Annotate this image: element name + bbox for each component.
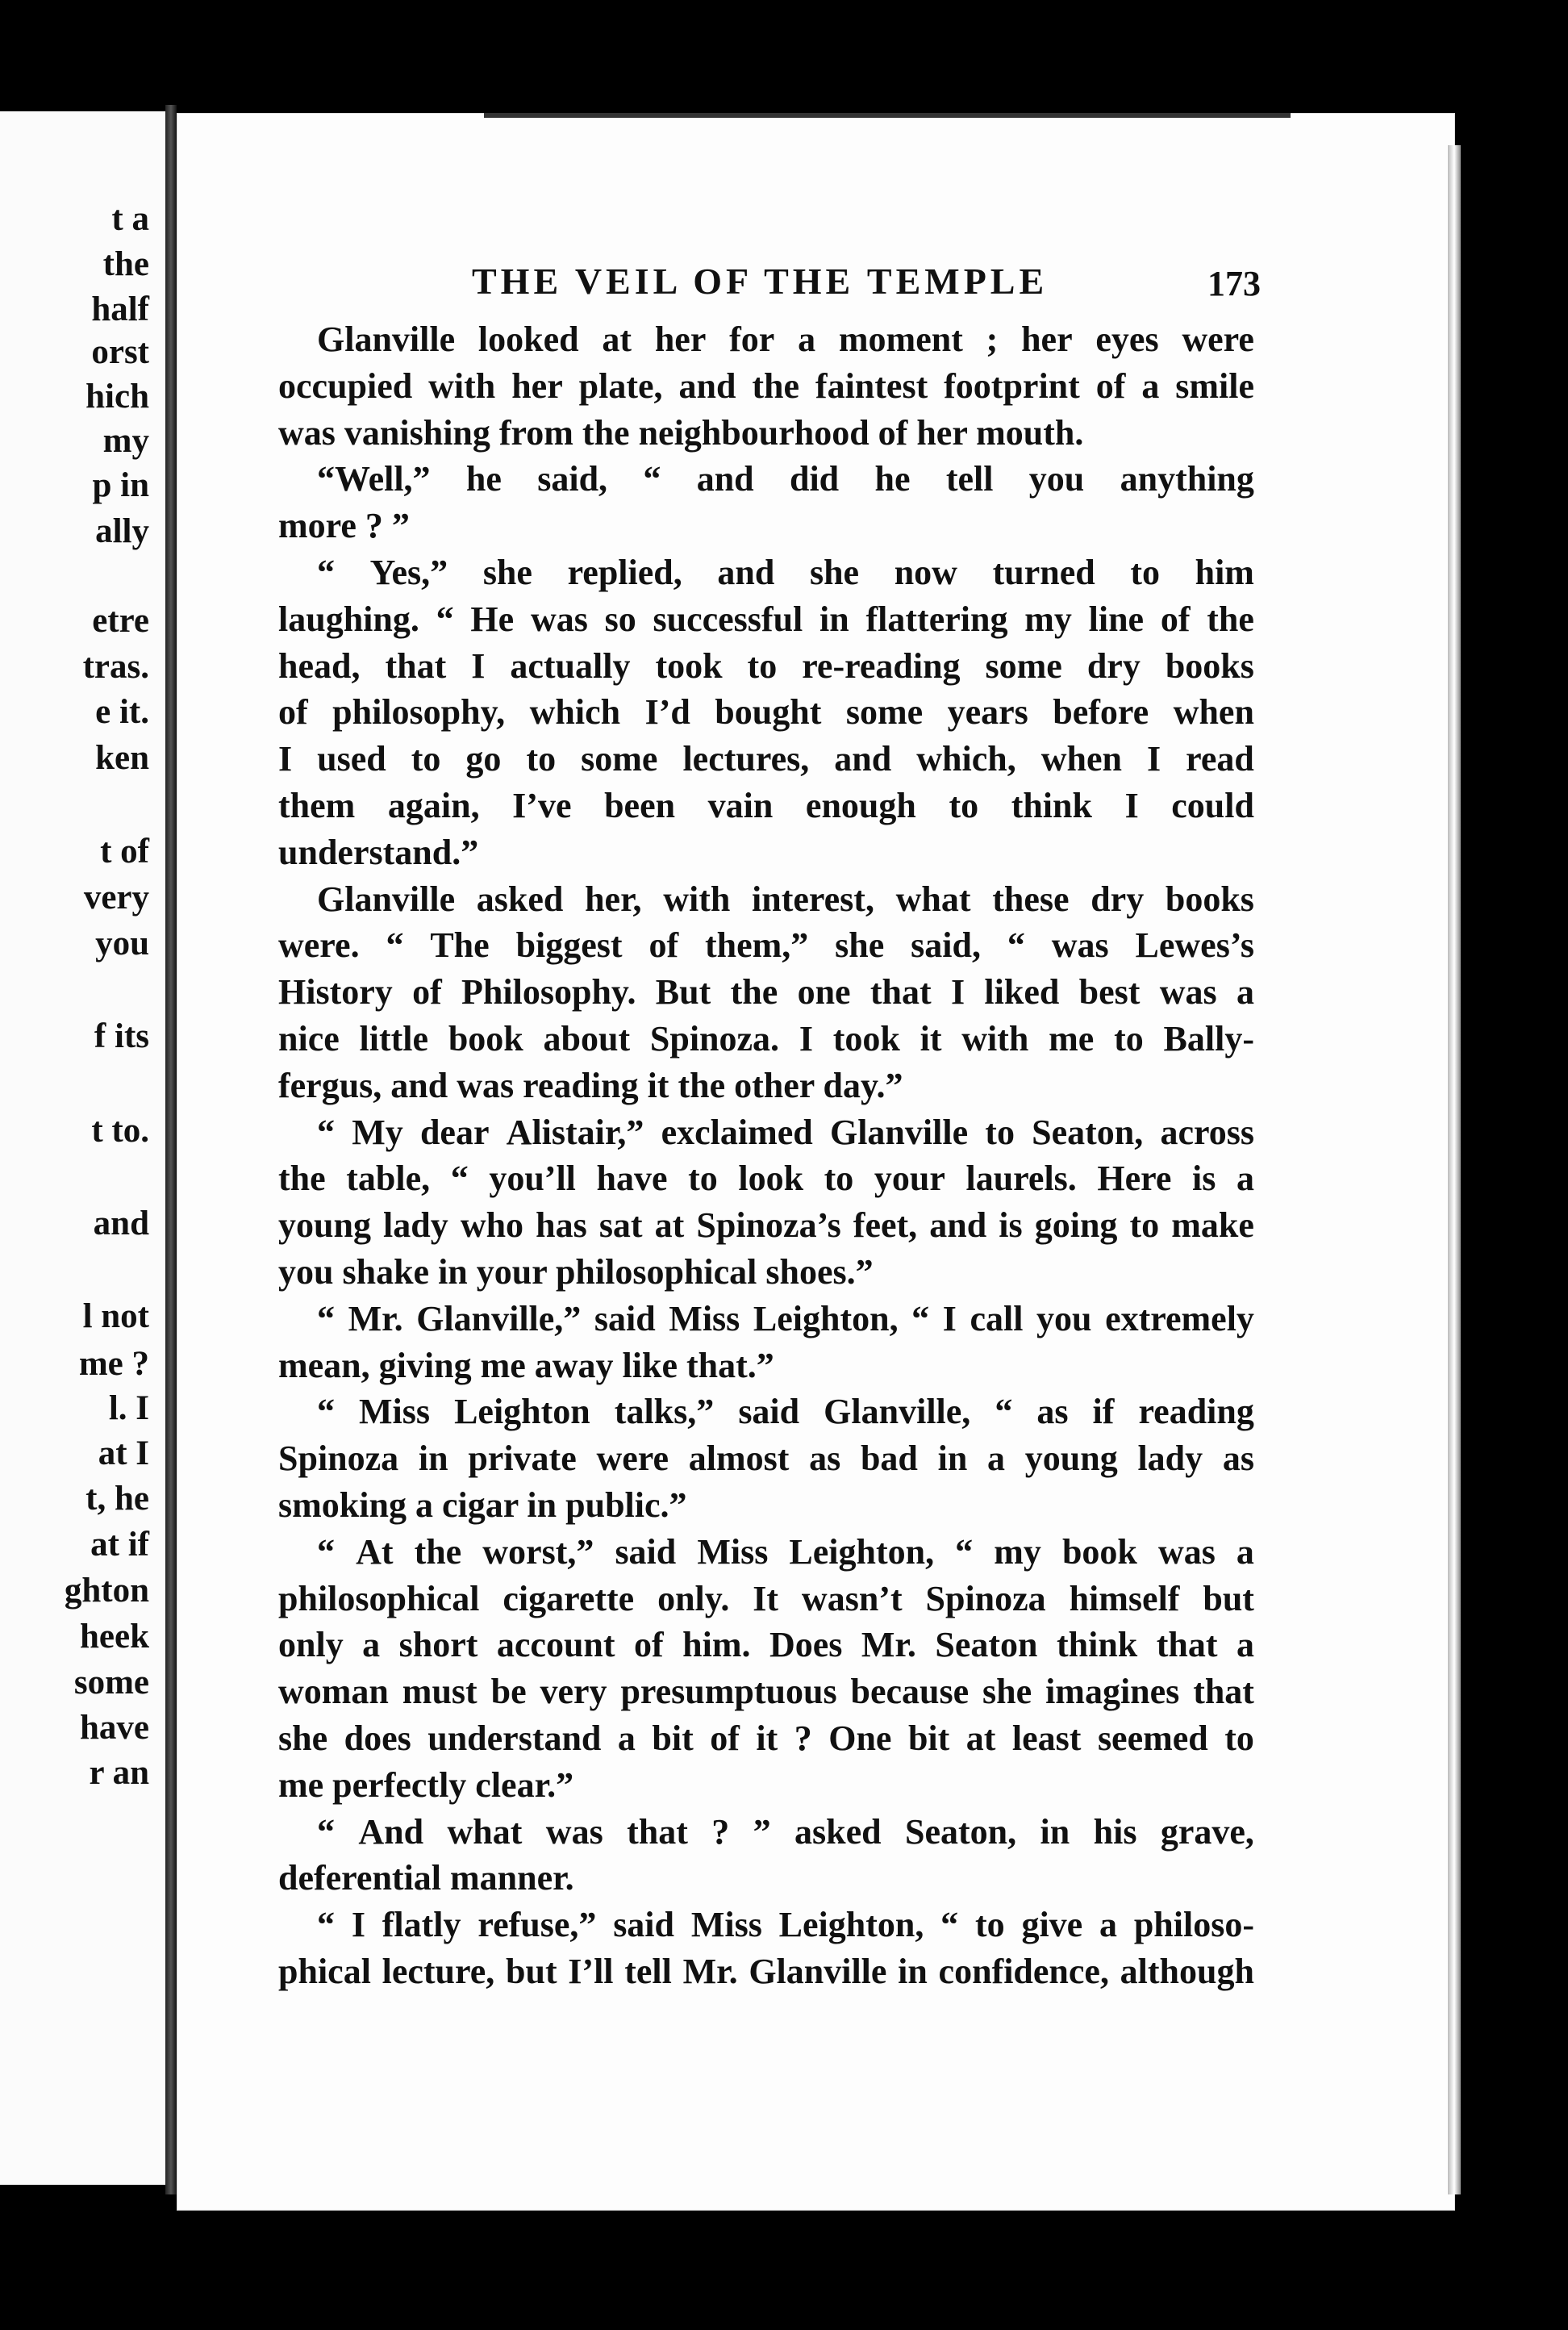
text-line: understand.” [278, 832, 479, 872]
left-page-fragment-line: etre [92, 602, 149, 640]
text-line: young lady who has sat at Spinoza’s feet, and is going to make [278, 1205, 1254, 1246]
text-line: deferential manner. [278, 1858, 574, 1898]
text-line: head, that I actually took to re-reading some dry books [278, 645, 1254, 686]
left-page-fragment-line: heek [80, 1618, 149, 1656]
text-line: only a short account of him. Does Mr. Seaton think that a [278, 1625, 1254, 1665]
left-page-fragment-line: ally [95, 512, 149, 550]
text-line: nice little book about Spinoza. I took it with me to Bally- [278, 1018, 1254, 1059]
book-gutter [165, 105, 177, 2194]
left-page-fragment-line: t of [100, 833, 149, 871]
text-line: phical lecture, but I’ll tell Mr. Glanville in confidence, although [278, 1951, 1254, 1991]
left-page-fragment-line: and [93, 1205, 149, 1242]
text-line: them again, I’ve been vain enough to think I could [278, 785, 1254, 825]
left-page-fragment-line: ken [95, 739, 149, 777]
text-line: “ Mr. Glanville,” said Miss Leighton, “ I call you extremely [317, 1298, 1254, 1338]
left-page-fragment-line: me ? [78, 1345, 149, 1383]
left-page-fragment [0, 111, 165, 2185]
left-page-fragment-line: orst [91, 333, 149, 371]
text-line: occupied with her plate, and the faintest footprint of a smile [278, 365, 1254, 406]
text-line: mean, giving me away like that.” [278, 1345, 774, 1385]
text-line: laughing. “ He was so successful in flattering my line of the [278, 599, 1254, 639]
left-page-fragment-line: t a [111, 200, 149, 238]
left-page-fragment-line: l. I [108, 1389, 149, 1427]
page-right-edge [1448, 145, 1461, 2194]
text-line: “Well,” he said, “ and did he tell you anything [317, 459, 1254, 499]
text-line: me perfectly clear.” [278, 1764, 574, 1805]
left-page-fragment-line: have [80, 1709, 149, 1747]
text-line: History of Philosophy. But the one that I liked best was a [278, 972, 1254, 1013]
text-line: fergus, and was reading it the other day.” [278, 1065, 903, 1105]
text-line: Glanville looked at her for a moment ; her eyes were [317, 319, 1254, 359]
left-page-fragment-line: at I [98, 1434, 149, 1472]
text-line: “ Yes,” she replied, and she now turned to him [317, 552, 1254, 592]
text-line: of philosophy, which I’d bought some years before when [278, 692, 1254, 733]
text-line: Spinoza in private were almost as bad in a young lady as [278, 1439, 1254, 1479]
text-line: philosophical cigarette only. It wasn’t Spinoza himself but [278, 1578, 1254, 1618]
left-page-fragment-line: t, he [85, 1480, 149, 1518]
body-text [278, 316, 1254, 1995]
left-page-fragment-line: p in [92, 466, 149, 504]
left-page-fragment-line: f its [94, 1017, 149, 1055]
text-line: Glanville asked her, with interest, what these dry books [317, 879, 1254, 919]
left-page-fragment-line: my [102, 422, 149, 460]
left-page-fragment-line: tras. [82, 648, 149, 686]
left-page-fragment-line: r an [89, 1754, 149, 1792]
text-line: she does understand a bit of it ? One bit at least seemed to [278, 1718, 1254, 1758]
left-page-fragment-line: you [95, 925, 149, 962]
left-page-fragment-line: at if [90, 1526, 149, 1564]
left-page-fragment-line: l not [82, 1297, 149, 1335]
left-page-fragment-line: hich [85, 378, 149, 415]
text-line: “ I flatly refuse,” said Miss Leighton, “ to give a philoso- [317, 1905, 1254, 1945]
left-page-fragment-line: the [102, 245, 149, 283]
left-page-fragment-line: t to. [91, 1112, 149, 1150]
text-line: I used to go to some lectures, and which, when I read [278, 739, 1254, 779]
text-line: woman must be very presumptuous because she imagines that [278, 1672, 1254, 1712]
text-line: “ My dear Alistair,” exclaimed Glanville to Seaton, across [317, 1112, 1254, 1152]
text-line: “ At the worst,” said Miss Leighton, “ my book was a [317, 1531, 1254, 1572]
text-line: “ Miss Leighton talks,” said Glanville, “ as if reading [317, 1392, 1254, 1432]
left-page-fragment-line: half [91, 290, 149, 328]
page-number: 173 [1207, 264, 1261, 303]
text-line: the table, “ you’ll have to look to your laurels. Here is a [278, 1159, 1254, 1199]
text-line: was vanishing from the neighbourhood of her mouth. [278, 412, 1084, 453]
left-page-fragment-line: very [83, 879, 149, 917]
left-page-fragment-line: some [73, 1664, 149, 1702]
text-line: smoking a cigar in public.” [278, 1484, 687, 1525]
text-line: “ And what was that ? ” asked Seaton, in his grave, [317, 1811, 1254, 1852]
text-line: were. “ The biggest of them,” she said, “ was Lewes’s [278, 925, 1254, 966]
running-head: THE VEIL OF THE TEMPLE [472, 261, 1049, 302]
page-top-edge [484, 113, 1291, 118]
left-page-fragment-line: ghton [64, 1572, 149, 1610]
text-line: you shake in your philosophical shoes.” [278, 1251, 874, 1292]
text-line: more ? ” [278, 506, 410, 546]
left-page-fragment-line: e it. [95, 693, 149, 731]
